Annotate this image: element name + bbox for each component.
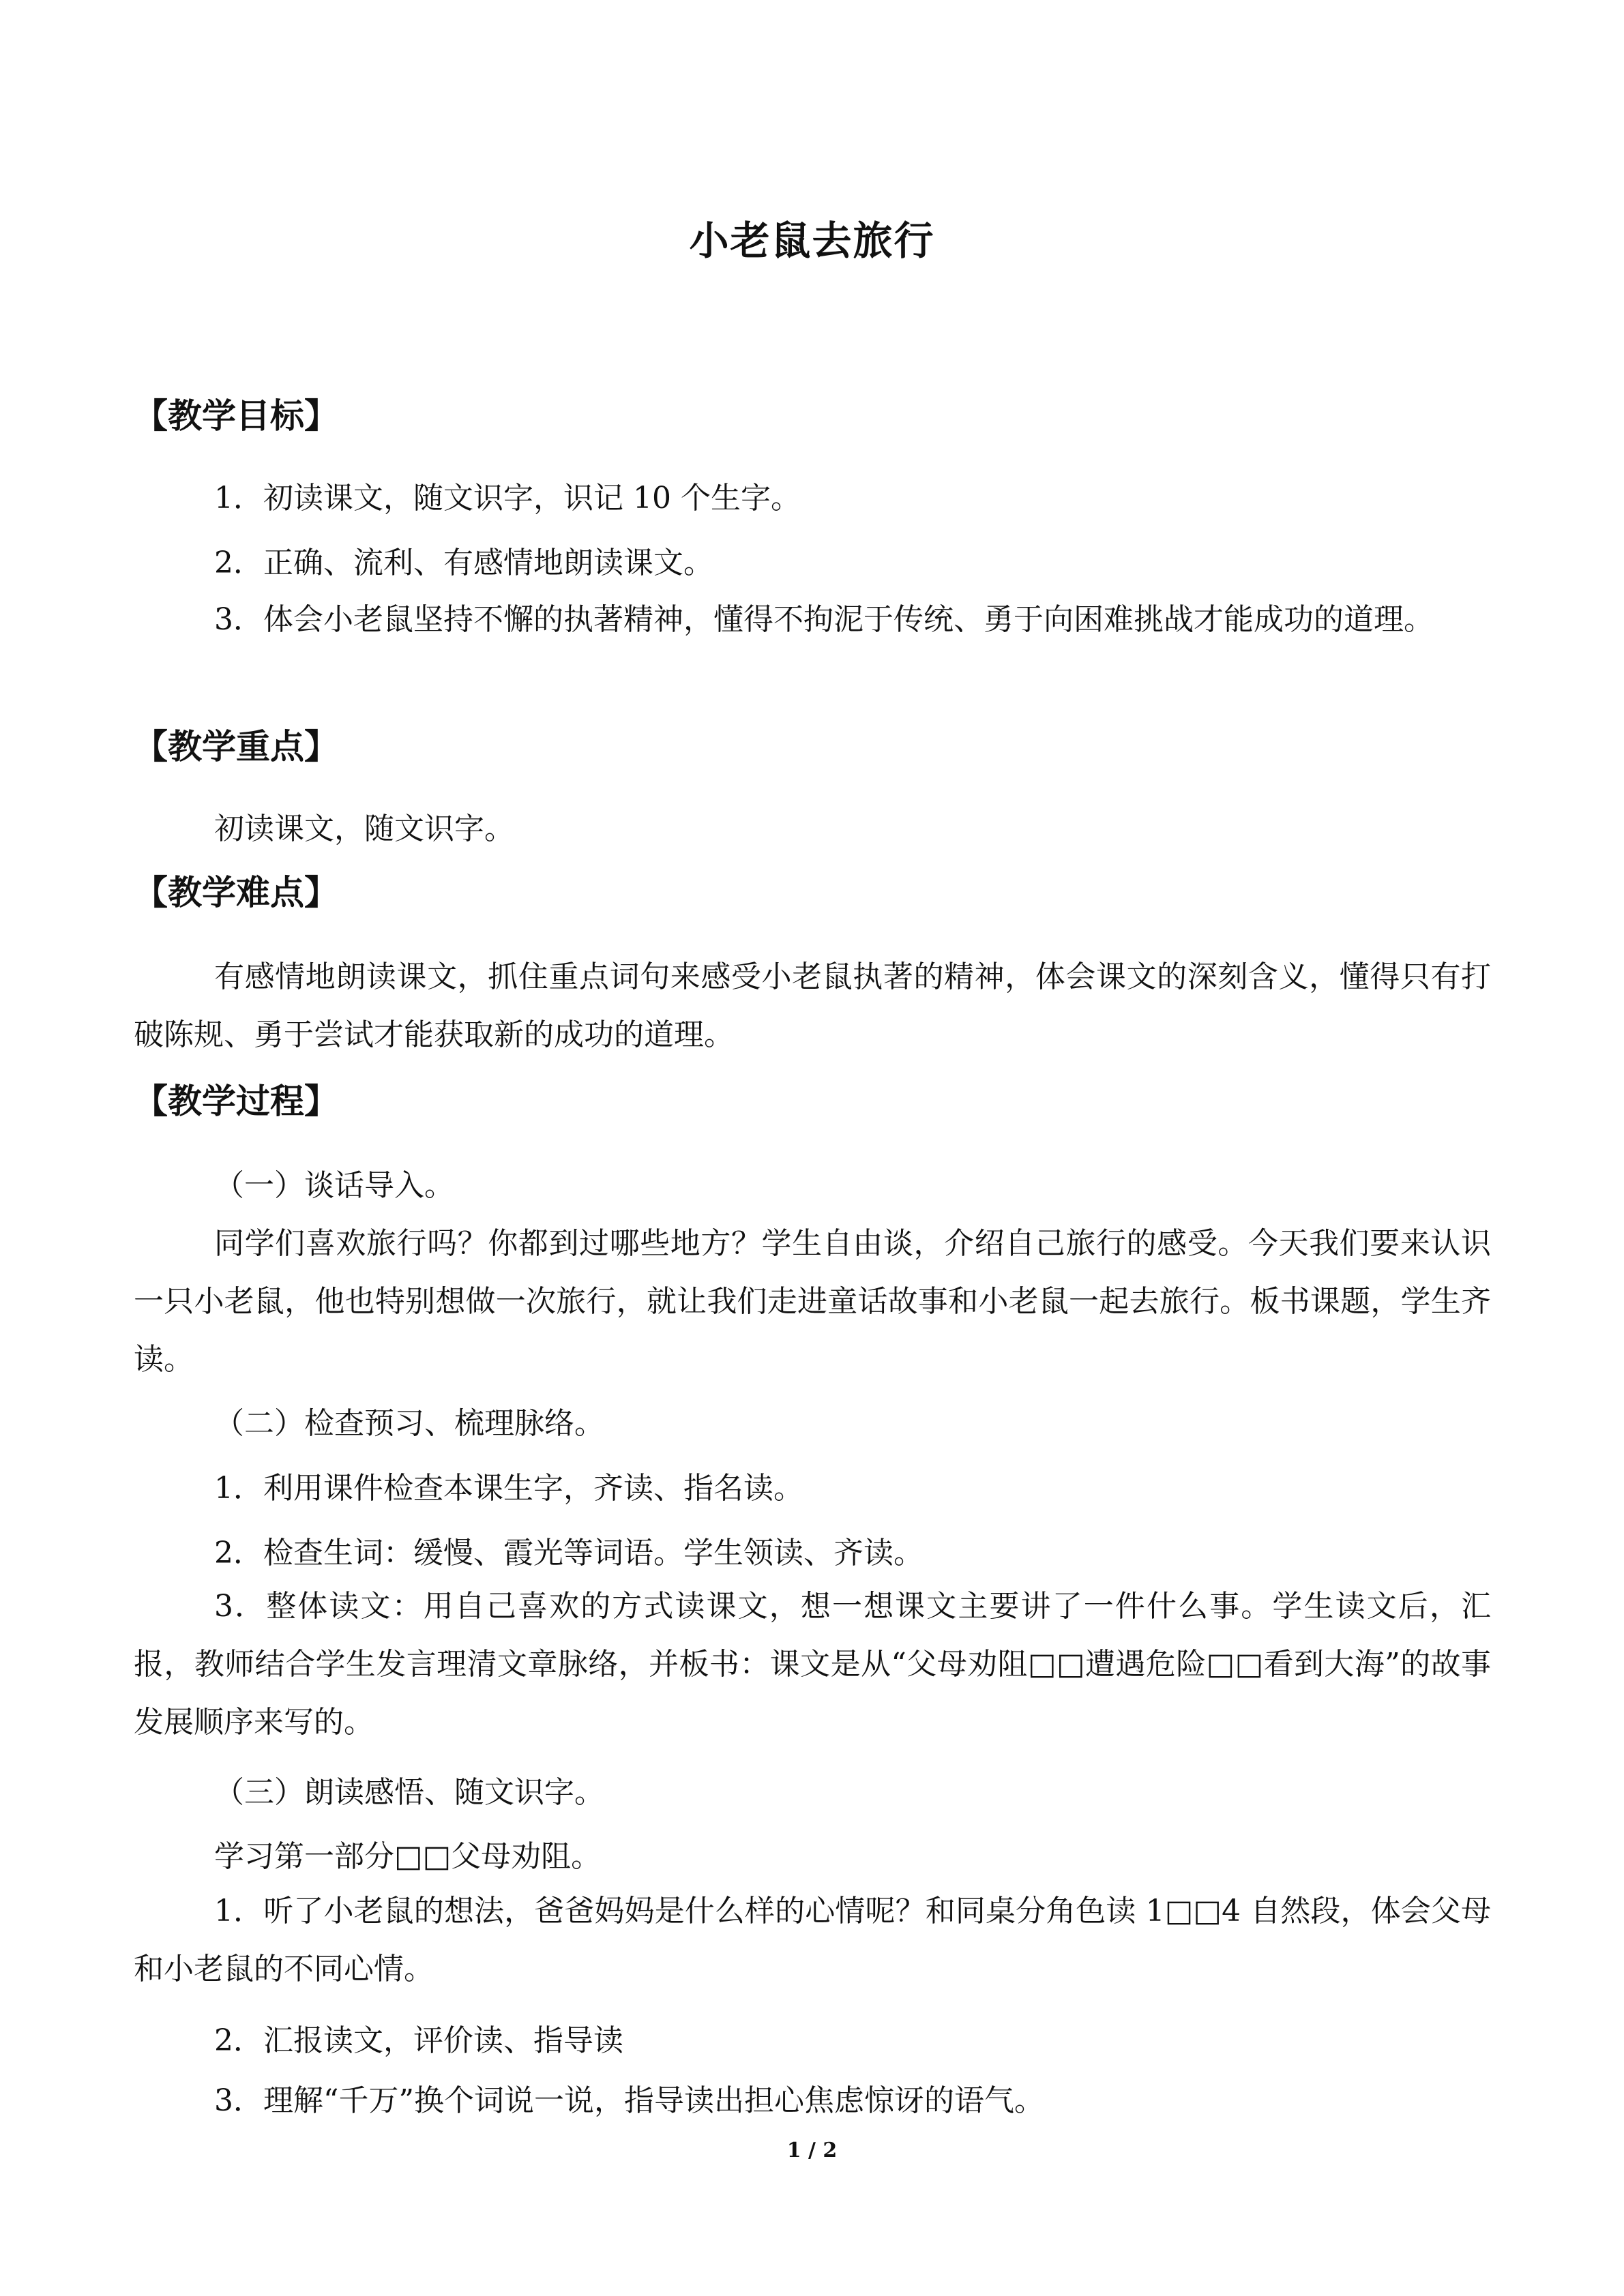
process-reading-item-2: 2．汇报读文，评价读、指导读 — [214, 2023, 623, 2058]
process-intro-text: 同学们喜欢旅行吗？你都到过哪些地方？学生自由谈，介绍自己旅行的感受。今天我们要来认识一只小老鼠，他也特别想做一次旅行，就让我们走进童话故事和小老鼠一起去旅行。板书课题，学生齐读。 — [134, 1226, 1491, 1377]
process-reading-item-1: 1．听了小老鼠的想法，爸爸妈妈是什么样的心情呢？和同桌分角色读 1□□4 自然段，体会父母和小老鼠的不同心情。 — [134, 1894, 1491, 1986]
difficulties-heading: 【教学难点】 — [134, 872, 338, 912]
process-preview-item-3: 3．整体读文：用自己喜欢的方式读课文，想一想课文主要讲了一件什么事。学生读文后，汇报，教师结合学生发言理清文章脉络，并板书：课文是从“父母劝阻□□遭遇危险□□看到大海”的故事发展顺序来写的。 — [134, 1589, 1491, 1740]
difficulties-item-1: 有感情地朗读课文，抓住重点词句来感受小老鼠执著的精神，体会课文的深刻含义，懂得只有打破陈规、勇于尝试才能获取新的成功的道理。 — [134, 959, 1491, 1052]
objectives-item-1: 1．初读课文，随文识字，识记 10 个生字。 — [214, 481, 801, 516]
objectives-item-2: 2．正确、流利、有感情地朗读课文。 — [214, 546, 713, 580]
process-reading-part-1: 学习第一部分□□父母劝阻。 — [214, 1839, 602, 1874]
process-preview-item-2: 2．检查生词：缓慢、霞光等词语。学生领读、齐读。 — [214, 1536, 924, 1570]
page-number: 1 / 2 — [786, 2138, 838, 2162]
key-points-item-1: 初读课文，随文识字。 — [214, 811, 514, 846]
objectives-item-3: 3．体会小老鼠坚持不懈的执著精神，懂得不拘泥于传统、勇于向困难挑战才能成功的道理。 — [214, 602, 1434, 637]
key-points-heading: 【教学重点】 — [134, 726, 338, 766]
document-title: 小老鼠去旅行 — [689, 218, 935, 264]
process-preview-item-1: 1．利用课件检查本课生字，齐读、指名读。 — [214, 1471, 803, 1506]
objectives-heading: 【教学目标】 — [134, 396, 338, 436]
process-reading-item-3: 3．理解“千万”换个词说一说，指导读出担心焦虑惊讶的语气。 — [214, 2083, 1044, 2118]
process-step-intro: （一）谈话导入。 — [214, 1168, 454, 1203]
process-heading: 【教学过程】 — [134, 1081, 338, 1121]
process-step-reading: （三）朗读感悟、随文识字。 — [214, 1775, 604, 1810]
process-step-preview: （二）检查预习、梳理脉络。 — [214, 1406, 604, 1441]
